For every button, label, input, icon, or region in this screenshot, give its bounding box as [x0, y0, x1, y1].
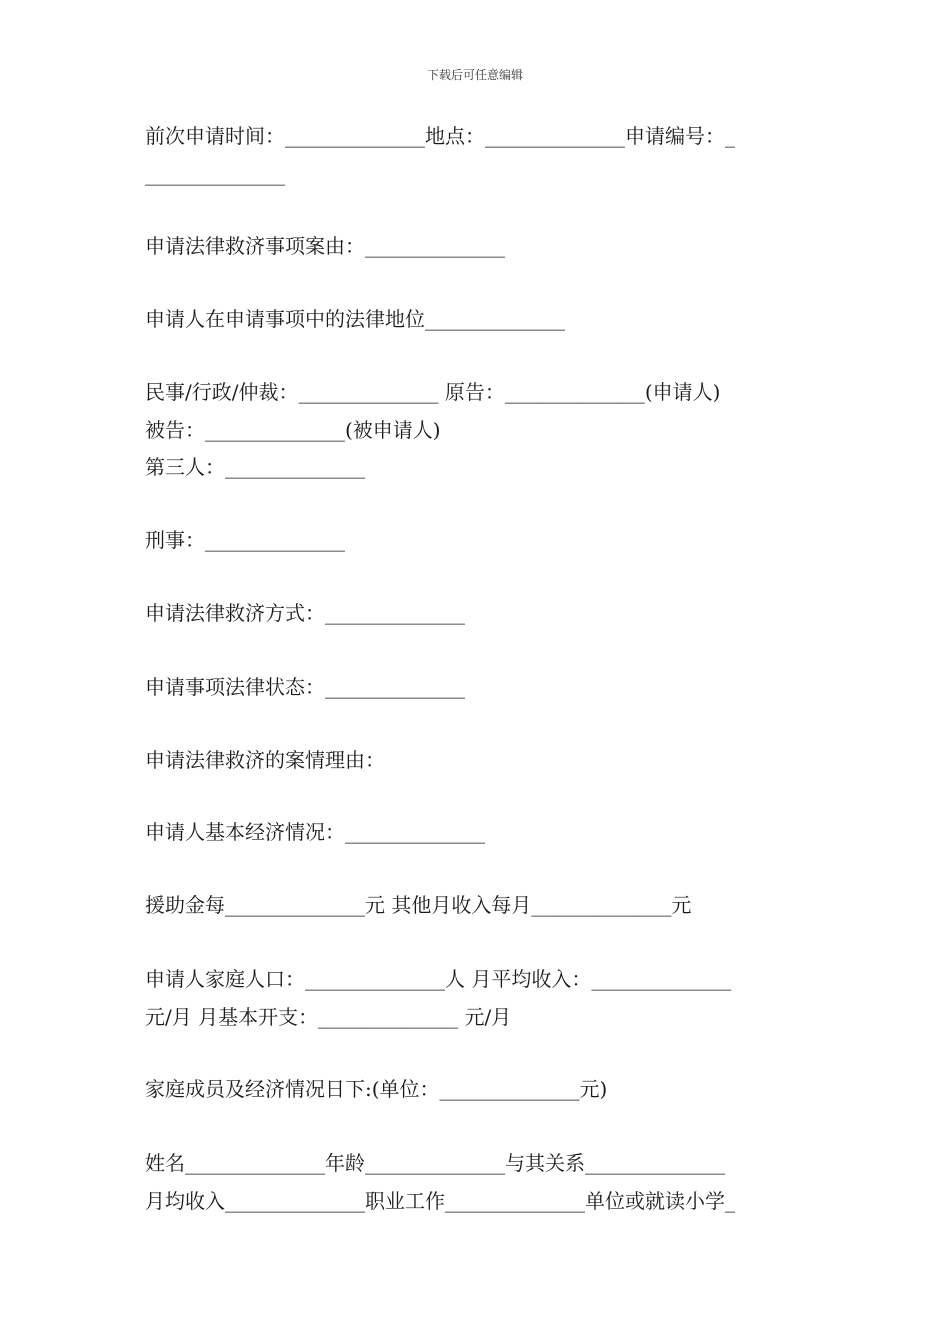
legal-state-line: 申请事项法律状态：______________: [145, 675, 465, 699]
criminal-line: 刑事：______________: [145, 528, 345, 552]
previous-application-line: 前次申请时间：______________地点：______________申请编号：_: [145, 124, 735, 148]
member-income-line: 月均收入______________职业工作______________单位或就读小学_: [145, 1189, 735, 1213]
defendant-line: 被告：______________(被申请人): [145, 418, 441, 442]
income-line: 援助金每______________元 其他月收入每月______________元: [145, 893, 692, 917]
economic-situation-line: 申请人基本经济情况：______________: [145, 820, 485, 844]
member-name-line: 姓名______________年龄______________与其关系______________: [145, 1151, 725, 1175]
civil-admin-line: 民事/行政/仲裁：______________ 原告：______________(申请人): [145, 380, 721, 404]
third-party-line: 第三人：______________: [145, 455, 365, 479]
household-line: 申请人家庭人口：______________人 月平均收入：______________: [145, 967, 732, 991]
case-reason-line: 申请法律救济的案情理由：: [145, 748, 385, 772]
case-cause-line: 申请法律救济事项案由：______________: [145, 234, 505, 258]
relief-method-line: 申请法律救济方式：______________: [145, 601, 465, 625]
page-header: 下载后可任意编辑: [426, 68, 523, 82]
family-members-line: 家庭成员及经济情况日下:(单位：______________元): [145, 1077, 608, 1101]
legal-status-line: 申请人在申请事项中的法律地位______________: [145, 307, 565, 331]
application-number-continuation: ______________: [145, 162, 285, 186]
expenses-line: 元/月 月基本开支：______________ 元/月: [145, 1005, 512, 1029]
